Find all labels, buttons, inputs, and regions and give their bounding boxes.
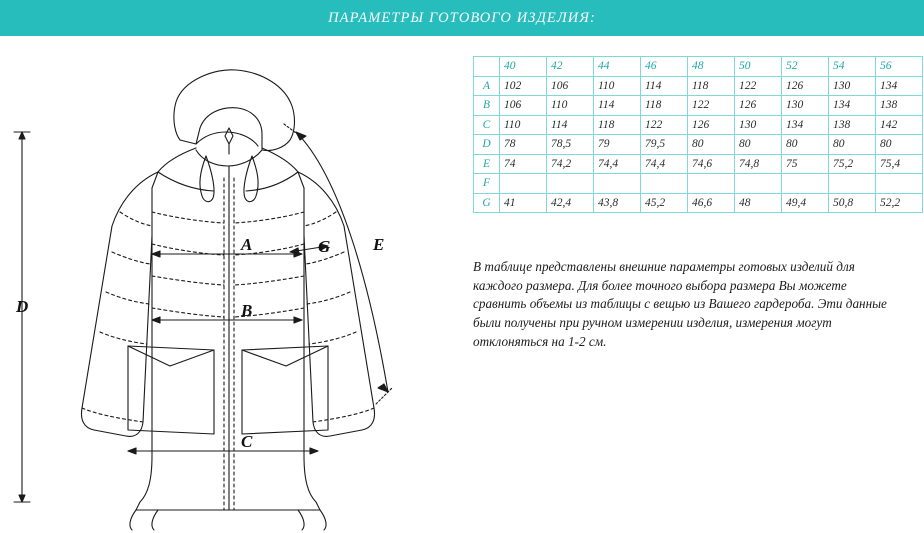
size-table-head: [474, 57, 923, 77]
hem-cord-right-2: [298, 510, 304, 530]
table-cell: [876, 174, 923, 194]
table-cell: 48: [735, 193, 782, 213]
dim-label-A: A: [241, 235, 253, 254]
cuff-seam-right: [313, 408, 374, 422]
row-label: B: [474, 96, 500, 116]
table-cell: 126: [735, 96, 782, 116]
measurement-note: В таблице представлены внешние параметры готовых изделий для каждого размера. Для более точного выбора размера Вы можете сравнить объемы из таблицы с вещью из Вашего гардероба. Эти данные были получены при ручном измерении изделия, измерения могут отклоняться на 1-2 см.: [473, 259, 887, 349]
dim-arrow-B-left: [152, 317, 160, 323]
body-quilt-left-1: [152, 212, 224, 223]
table-cell: 106: [500, 96, 547, 116]
table-cell: 114: [641, 76, 688, 96]
sleeve-quilt-left-2: [106, 292, 149, 304]
table-cell: 130: [782, 96, 829, 116]
hem-cord-right: [320, 510, 326, 530]
table-cell: 80: [688, 135, 735, 155]
size-column-header: 54: [829, 57, 876, 77]
size-column-header: 56: [876, 57, 923, 77]
dim-label-E: E: [373, 235, 385, 254]
drawcord-right: [244, 156, 258, 202]
row-label: F: [474, 174, 500, 194]
size-column-header: 48: [688, 57, 735, 77]
table-cell: 118: [594, 115, 641, 135]
table-cell: 75: [782, 154, 829, 174]
table-cell: [829, 174, 876, 194]
table-row: [474, 115, 923, 135]
table-cell: [594, 174, 641, 194]
table-row: [474, 154, 923, 174]
table-cell: 134: [829, 96, 876, 116]
row-label: C: [474, 115, 500, 135]
table-cell: 78,5: [547, 135, 594, 155]
table-row: [474, 193, 923, 213]
table-cell: 118: [641, 96, 688, 116]
size-column-header: 46: [641, 57, 688, 77]
table-row: [474, 135, 923, 155]
table-cell: 75,4: [876, 154, 923, 174]
table-cell: 74,8: [735, 154, 782, 174]
table-cell: 80: [829, 135, 876, 155]
dim-arrow-C-left: [128, 448, 136, 454]
sleeve-quilt-left-1: [100, 332, 147, 344]
table-cell: 110: [594, 76, 641, 96]
yoke-line-left: [158, 172, 214, 191]
row-label: A: [474, 76, 500, 96]
table-cell: 138: [876, 96, 923, 116]
dim-ext-E-top: [284, 124, 300, 136]
garment-drawing-pane: [0, 36, 460, 533]
zipper-slider: [225, 128, 233, 144]
body-quilt-left-4: [152, 308, 224, 317]
hem-cord-left: [130, 510, 136, 530]
table-cell: 45,2: [641, 193, 688, 213]
table-cell: 122: [688, 96, 735, 116]
size-column-header: 40: [500, 57, 547, 77]
table-cell: 80: [876, 135, 923, 155]
table-cell: 110: [547, 96, 594, 116]
body-quilt-left-2: [152, 244, 224, 255]
table-cell: [782, 174, 829, 194]
table-cell: 46,6: [688, 193, 735, 213]
page-header: [0, 0, 924, 36]
yoke-line-right: [246, 172, 298, 191]
table-cell: 41: [500, 193, 547, 213]
sleeve-quilt-left-4: [120, 212, 152, 226]
table-cell: 142: [876, 115, 923, 135]
size-table-body: [474, 76, 923, 213]
table-cell: 134: [782, 115, 829, 135]
table-cell: 50,8: [829, 193, 876, 213]
table-cell: 79,5: [641, 135, 688, 155]
table-cell: [500, 174, 547, 194]
table-cell: 49,4: [782, 193, 829, 213]
table-cell: 79: [594, 135, 641, 155]
table-cell: [735, 174, 782, 194]
dim-arrow-D-bottom: [19, 495, 25, 502]
table-cell: 75,2: [829, 154, 876, 174]
cuff-seam-left: [82, 408, 143, 422]
table-row: [474, 96, 923, 116]
pocket-left: [128, 346, 214, 434]
size-column-header: 50: [735, 57, 782, 77]
row-label: D: [474, 135, 500, 155]
size-table: [473, 56, 923, 213]
size-column-header: 44: [594, 57, 641, 77]
table-cell: [641, 174, 688, 194]
sleeve-quilt-right-1: [309, 332, 356, 344]
table-cell: 126: [688, 115, 735, 135]
table-cell: 130: [735, 115, 782, 135]
table-cell: 74,2: [547, 154, 594, 174]
dim-label-G: G: [318, 237, 331, 256]
sleeve-quilt-right-2: [307, 292, 350, 304]
sleeve-quilt-left-3: [112, 252, 150, 264]
table-cell: 80: [782, 135, 829, 155]
table-cell: 43,8: [594, 193, 641, 213]
dim-arrow-D-top: [19, 132, 25, 139]
size-column-header: 42: [547, 57, 594, 77]
dim-arrow-C-right: [310, 448, 318, 454]
size-table-header-row: [474, 57, 923, 77]
body-outline: [136, 148, 320, 510]
dim-arrow-G-left: [290, 248, 299, 254]
table-cell: 74,4: [594, 154, 641, 174]
body-quilt-right-1: [234, 212, 304, 223]
table-cell: 74,4: [641, 154, 688, 174]
table-cell: 74: [500, 154, 547, 174]
table-cell: 78: [500, 135, 547, 155]
table-cell: 126: [782, 76, 829, 96]
dim-arrow-E-top: [296, 132, 306, 140]
table-cell: 102: [500, 76, 547, 96]
table-cell: 106: [547, 76, 594, 96]
table-cell: [688, 174, 735, 194]
pocket-right: [242, 346, 328, 434]
table-cell: 110: [500, 115, 547, 135]
body-quilt-right-3: [234, 276, 304, 285]
dim-label-C: C: [241, 432, 253, 451]
table-cell: 114: [594, 96, 641, 116]
page-title: ПАРАМЕТРЫ ГОТОВОГО ИЗДЕЛИЯ:: [328, 9, 596, 26]
table-cell: 42,4: [547, 193, 594, 213]
table-cell: 138: [829, 115, 876, 135]
table-cell: 80: [735, 135, 782, 155]
body-quilt-left-3: [152, 276, 224, 285]
row-label: E: [474, 154, 500, 174]
table-cell: [547, 174, 594, 194]
table-cell: 122: [735, 76, 782, 96]
row-label: G: [474, 193, 500, 213]
garment-technical-drawing: [0, 36, 460, 533]
table-cell: 114: [547, 115, 594, 135]
hood-outer: [174, 70, 295, 151]
table-row: [474, 174, 923, 194]
jacket-diagram-svg: [0, 36, 460, 533]
table-cell: 122: [641, 115, 688, 135]
measurements-pane: [460, 36, 924, 533]
dim-label-B: B: [241, 301, 253, 320]
dim-label-D: D: [16, 297, 29, 316]
table-cell: 130: [829, 76, 876, 96]
sleeve-quilt-right-4: [304, 212, 336, 226]
table-row: [474, 76, 923, 96]
table-cell: 74,6: [688, 154, 735, 174]
size-column-header: 52: [782, 57, 829, 77]
table-cell: 52,2: [876, 193, 923, 213]
content-area: [0, 36, 924, 533]
dim-arrow-A-left: [152, 251, 160, 257]
table-cell: 118: [688, 76, 735, 96]
dim-arrow-B-right: [294, 317, 302, 323]
size-table-corner: [474, 57, 500, 77]
hem-cord-left-2: [152, 510, 158, 530]
table-cell: 134: [876, 76, 923, 96]
